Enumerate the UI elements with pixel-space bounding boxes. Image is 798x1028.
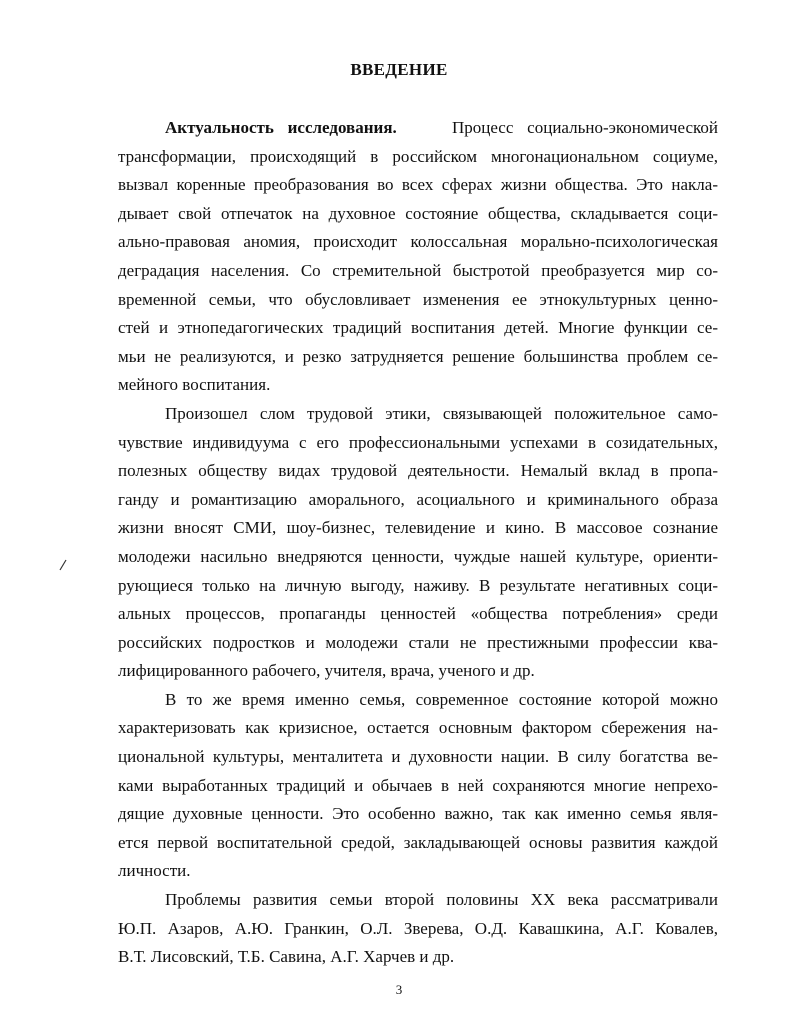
text-line: жизни вносят СМИ, шоу-бизнес, телевидение и кино. В массовое сознание (118, 518, 718, 538)
lead-bold-phrase: Актуальность исследования. (165, 118, 397, 137)
text-line: В.Т. Лисовский, Т.Б. Савина, А.Г. Харчев и др. (118, 947, 455, 967)
text-line: циональной культуры, менталитета и духовности нации. В силу богатства ве- (118, 747, 718, 767)
page-number: 3 (395, 982, 403, 997)
text-line: стей и этнопедагогических традиций воспитания детей. Многие функции се- (118, 318, 718, 338)
text-line: временной семьи, что обусловливает изменения ее этнокультурных ценно- (118, 289, 718, 309)
margin-pen-mark (58, 558, 68, 572)
text-line: ется первой воспитательной средой, закладывающей основы развития каждой (118, 832, 718, 852)
text-line: лифицированного рабочего, учителя, врача, ученого и др. (118, 661, 535, 681)
text-line: рующиеся только на личную выгоду, наживу. В результате негативных соци- (118, 575, 718, 595)
text-line: В то же время именно семья, современное состояние которой можно (165, 689, 718, 709)
text-line: деградация населения. Со стремительной быстротой преобразуется мир со- (118, 260, 718, 280)
body-text (118, 114, 718, 972)
text-line: чувствие индивидуума с его профессиональными успехами в созидательных, (118, 432, 718, 452)
text-line: мьи не реализуются, и резко затрудняется решение большинства проблем се- (118, 346, 718, 366)
text-line: молодежи насильно внедряются ценности, чуждые нашей культуре, ориенти- (118, 546, 718, 566)
text-line: трансформации, происходящий в российском многонациональном социуме, (118, 146, 718, 166)
text-line: дящие духовные ценности. Это особенно важно, так как именно семья явля- (118, 804, 718, 824)
page-title: ВВЕДЕНИЕ (350, 60, 448, 79)
text-line: характеризовать как кризисное, остается основным фактором сбережения на- (118, 718, 718, 738)
text-line: ганду и романтизацию аморального, асоциального и криминального образа (118, 489, 718, 509)
text-line: российских подростков и молодежи стали не престижными профессии ква- (118, 632, 718, 652)
text-line: личности. (118, 861, 191, 881)
text-line: Ю.П. Азаров, А.Ю. Гранкин, О.Л. Зверева, О.Д. Кавашкина, А.Г. Ковалев, (118, 918, 718, 938)
text-line: Произошел слом трудовой этики, связывающей положительное само- (165, 403, 718, 423)
text-line: Процесс социально-экономической (451, 118, 718, 137)
text-line: Проблемы развития семьи второй половины XX века рассматривали (165, 890, 718, 910)
text-line: вызвал коренные преобразования во всех сферах жизни общества. Это накла- (118, 175, 718, 195)
text-line: мейного воспитания. (118, 375, 271, 395)
text-line: альных процессов, пропаганды ценностей «общества потребления» среди (118, 604, 718, 624)
text-line: полезных обществу видах трудовой деятельности. Немалый вклад в пропа- (118, 461, 718, 481)
text-line: ками выработанных традиций и обычаев в ней сохраняются многие непрехо- (118, 775, 718, 795)
paragraph-1-line-1 (118, 114, 718, 143)
text-line: ально-правовая аномия, происходит колоссальная морально-психологическая (118, 232, 718, 252)
text-line: дывает свой отпечаток на духовное состояние общества, складывается соци- (118, 203, 718, 223)
